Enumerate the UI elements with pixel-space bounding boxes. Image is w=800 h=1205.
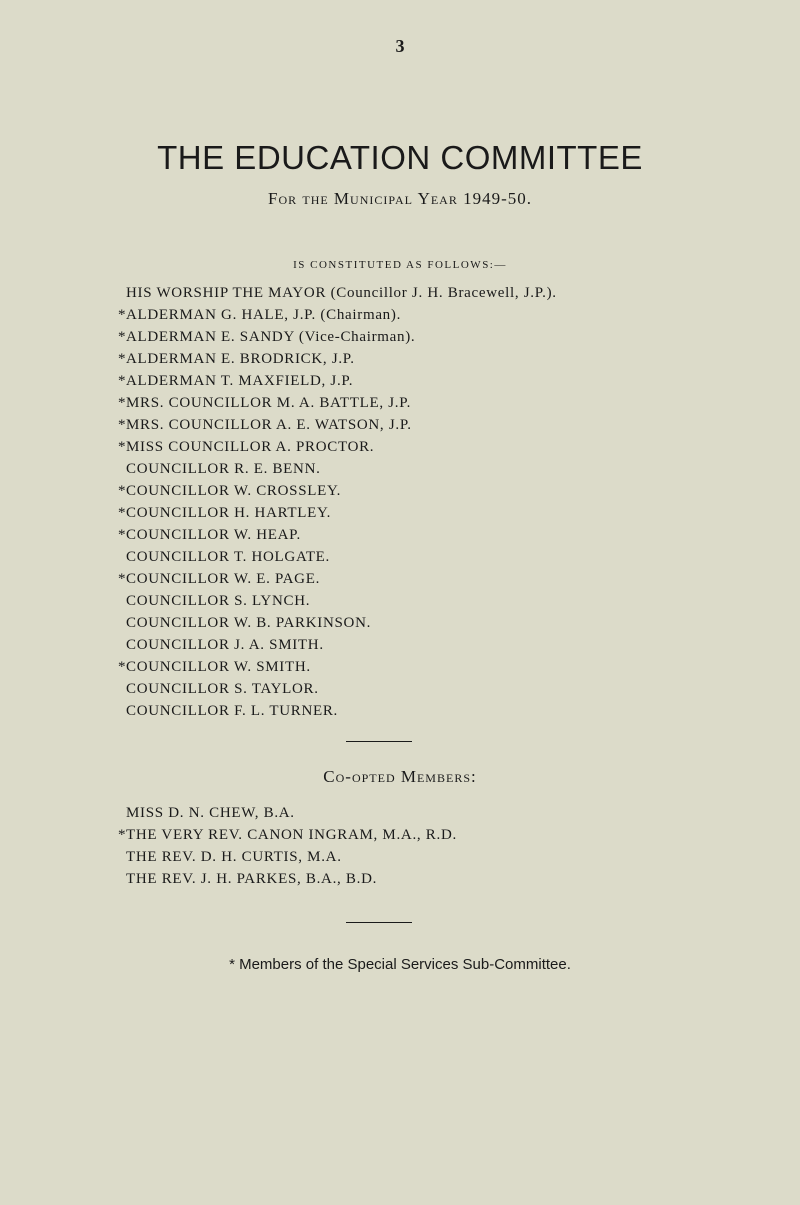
asterisk-marker: * (118, 659, 127, 675)
member-name: ALDERMAN E. BRODRICK, J.P. (126, 351, 355, 367)
page-title: THE EDUCATION COMMITTEE (157, 139, 643, 176)
member-entry (126, 612, 557, 634)
committee-member-list (118, 282, 557, 722)
member-name: MISS D. N. CHEW, B.A. (126, 805, 295, 821)
member-name: THE REV. D. H. CURTIS, M.A. (126, 849, 342, 865)
member-name: COUNCILLOR R. E. BENN. (126, 461, 321, 477)
member-entry (126, 634, 557, 656)
member-name: MRS. COUNCILLOR A. E. WATSON, J.P. (126, 417, 412, 433)
member-name: COUNCILLOR T. HOLGATE. (126, 549, 330, 565)
page-number: 3 (395, 36, 405, 56)
coopted-member-list (118, 802, 457, 890)
member-entry (118, 568, 557, 590)
member-entry (126, 590, 557, 612)
asterisk-marker: * (118, 395, 127, 411)
member-entry (126, 458, 557, 480)
footnote: * Members of the Special Services Sub-Committee. (229, 956, 571, 973)
coopted-heading: Co-opted Members: (323, 767, 477, 786)
asterisk-marker: * (118, 439, 127, 455)
page-subtitle: For the Municipal Year 1949-50. (267, 189, 533, 208)
asterisk-marker: * (118, 483, 127, 499)
member-entry (118, 480, 557, 502)
asterisk-marker: * (118, 527, 127, 543)
member-name: COUNCILLOR S. LYNCH. (126, 593, 311, 609)
member-entry (118, 502, 557, 524)
member-entry (118, 370, 557, 392)
asterisk-marker: * (118, 827, 127, 843)
member-name: COUNCILLOR W. SMITH. (126, 659, 311, 675)
member-entry (118, 348, 557, 370)
member-name: COUNCILLOR W. CROSSLEY. (126, 483, 342, 499)
section-divider (346, 741, 412, 742)
member-entry (126, 700, 557, 722)
asterisk-marker: * (118, 571, 127, 587)
member-entry (126, 678, 557, 700)
member-name: THE VERY REV. CANON INGRAM, M.A., R.D. (126, 827, 457, 843)
constituted-line: IS CONSTITUTED AS FOLLOWS:— (293, 259, 507, 271)
member-name: COUNCILLOR W. B. PARKINSON. (126, 615, 372, 631)
member-name: MISS COUNCILLOR A. PROCTOR. (126, 439, 375, 455)
member-name: ALDERMAN T. MAXFIELD, J.P. (126, 373, 354, 389)
coopted-member-entry (126, 846, 457, 868)
member-name: COUNCILLOR J. A. SMITH. (126, 637, 324, 653)
member-entry (118, 304, 557, 326)
member-entry (126, 546, 557, 568)
member-entry (118, 326, 557, 348)
member-entry (118, 414, 557, 436)
member-name: COUNCILLOR S. TAYLOR. (126, 681, 319, 697)
member-name: COUNCILLOR F. L. TURNER. (126, 703, 338, 719)
member-name: COUNCILLOR W. E. PAGE. (126, 571, 321, 587)
member-entry (118, 392, 557, 414)
member-name: HIS WORSHIP THE MAYOR (Councillor J. H. Bracewell, J.P.). (126, 285, 557, 301)
member-entry (118, 656, 557, 678)
member-name: ALDERMAN G. HALE, J.P. (Chairman). (126, 307, 402, 323)
asterisk-marker: * (118, 505, 127, 521)
member-entry (118, 524, 557, 546)
asterisk-marker: * (118, 417, 127, 433)
asterisk-marker: * (118, 329, 127, 345)
coopted-member-entry (126, 868, 457, 890)
member-name: COUNCILLOR W. HEAP. (126, 527, 301, 543)
coopted-member-entry (126, 802, 457, 824)
coopted-member-entry (118, 824, 457, 846)
member-entry (118, 436, 557, 458)
member-name: ALDERMAN E. SANDY (Vice-Chairman). (126, 329, 416, 345)
asterisk-marker: * (118, 351, 127, 367)
member-name: COUNCILLOR H. HARTLEY. (126, 505, 332, 521)
asterisk-marker: * (118, 307, 127, 323)
member-name: MRS. COUNCILLOR M. A. BATTLE, J.P. (126, 395, 412, 411)
member-name: THE REV. J. H. PARKES, B.A., B.D. (126, 871, 378, 887)
asterisk-marker: * (118, 373, 127, 389)
member-entry (126, 282, 557, 304)
section-divider (346, 922, 412, 923)
